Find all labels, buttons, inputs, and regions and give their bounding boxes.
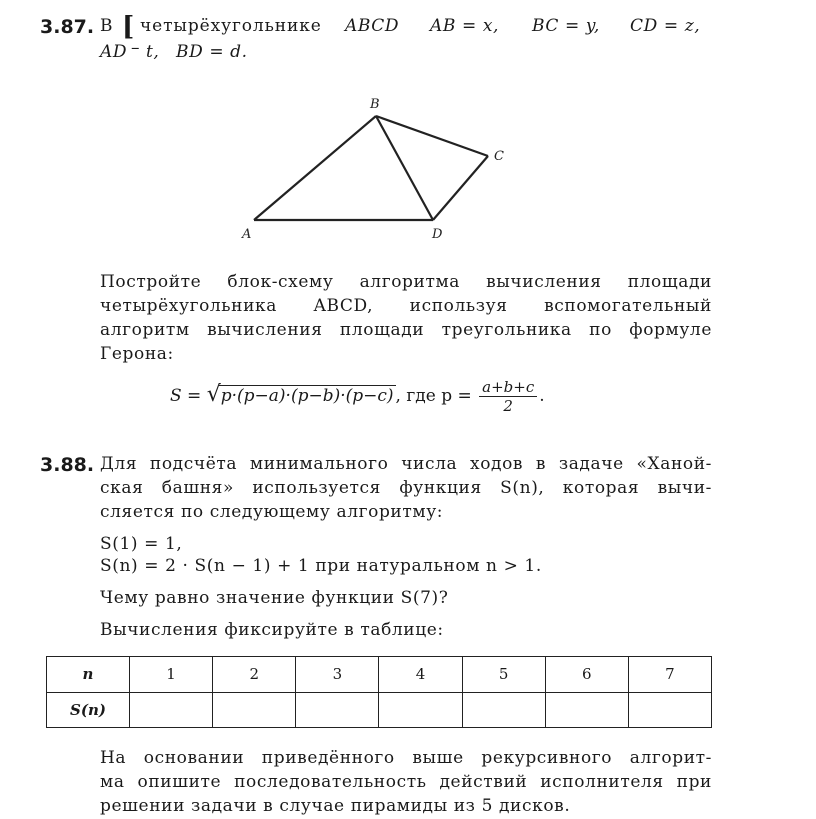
- vertex-label-c: C: [494, 149, 504, 164]
- recurrence-base: S(1) = 1,: [100, 534, 183, 554]
- table-col-5: 5: [462, 657, 545, 693]
- table-cell-s4[interactable]: [379, 692, 462, 728]
- edge-cd: [433, 156, 488, 220]
- problem-3-87-text-line-2: четырёхугольника ABCD, используя вспомогательный: [100, 296, 712, 316]
- table-col-6: 6: [545, 657, 628, 693]
- problem-3-87-bc: BC = y,: [532, 16, 600, 36]
- problem-3-87-tick: –: [131, 38, 141, 58]
- problem-3-87-cd: CD = z,: [630, 16, 701, 36]
- formula-where: , где p =: [395, 386, 478, 406]
- problem-3-87-quad: ABCD: [345, 16, 400, 36]
- fraction-numerator: a+b+c: [479, 378, 537, 397]
- vertex-label-a: A: [242, 227, 252, 242]
- table-col-7: 7: [628, 657, 711, 693]
- table-row-n: [47, 657, 712, 693]
- diagonal-bd: [376, 116, 433, 220]
- vertex-label-d: D: [432, 227, 443, 242]
- table-col-2: 2: [213, 657, 296, 693]
- question-text: Чему равно значение функции S(7)?: [100, 588, 449, 608]
- table-cell-s5[interactable]: [462, 692, 545, 728]
- problem-3-87-bracket: [: [122, 12, 135, 42]
- closing-line-3: решении задачи в случае пирамиды из 5 дисков.: [100, 796, 571, 816]
- table-header-n: n: [47, 657, 130, 693]
- table-row-sn: [47, 692, 712, 728]
- problem-3-88-intro-line-1: Для подсчёта минимального числа ходов в задаче «Ханой-: [100, 454, 712, 474]
- formula-fraction: [479, 378, 537, 415]
- quadrilateral-figure: [230, 90, 520, 250]
- formula-lhs: S =: [170, 386, 207, 406]
- table-col-1: 1: [130, 657, 213, 693]
- fraction-denominator: 2: [503, 397, 513, 415]
- closing-line-2: ма опишите последовательность действий исполнителя при: [100, 772, 712, 792]
- problem-3-87-text-line-1: Постройте блок-схему алгоритма вычисления площади: [100, 272, 712, 292]
- formula-radicand: p·(p−a)·(p−b)·(p−c): [220, 386, 394, 406]
- problem-3-87-bd: BD = d.: [176, 42, 248, 62]
- table-cell-s3[interactable]: [296, 692, 379, 728]
- problem-3-87-text-line-3: алгоритм вычисления площади треугольника по формуле: [100, 320, 712, 340]
- vertex-label-b: B: [370, 97, 380, 112]
- problem-number-3-87: 3.87.: [40, 16, 95, 38]
- problem-3-87-text-line-4: Герона:: [100, 344, 174, 364]
- edge-bc: [376, 116, 488, 156]
- closing-line-1: На основании приведённого выше рекурсивного алгорит-: [100, 748, 712, 768]
- table-cell-s6[interactable]: [545, 692, 628, 728]
- heron-formula: [170, 378, 545, 415]
- table-col-3: 3: [296, 657, 379, 693]
- calculation-table: [46, 656, 712, 728]
- sqrt-sign: √: [206, 382, 221, 407]
- table-cell-s2[interactable]: [213, 692, 296, 728]
- table-header-sn: S(n): [47, 692, 130, 728]
- problem-3-88-intro-line-2: ская башня» используется функция S(n), которая вычи-: [100, 478, 712, 498]
- problem-3-87-ab: AB = x,: [430, 16, 500, 36]
- problem-3-87-ad: AD: [100, 42, 128, 62]
- recurrence-step: S(n) = 2 · S(n − 1) + 1 при натуральном n > 1.: [100, 556, 542, 576]
- problem-number-3-88: 3.88.: [40, 454, 95, 476]
- problem-3-88-intro-line-3: сляется по следующему алгоритму:: [100, 502, 444, 522]
- table-prompt: Вычисления фиксируйте в таблице:: [100, 620, 444, 640]
- formula-end: .: [539, 386, 545, 406]
- edge-ab: [254, 116, 376, 220]
- problem-3-87-line1-word: В: [100, 16, 114, 36]
- problem-3-87-t: t,: [146, 42, 160, 62]
- problem-3-87-phrase: четырёхугольнике: [140, 16, 322, 36]
- table-cell-s1[interactable]: [130, 692, 213, 728]
- table-col-4: 4: [379, 657, 462, 693]
- table-cell-s7[interactable]: [628, 692, 711, 728]
